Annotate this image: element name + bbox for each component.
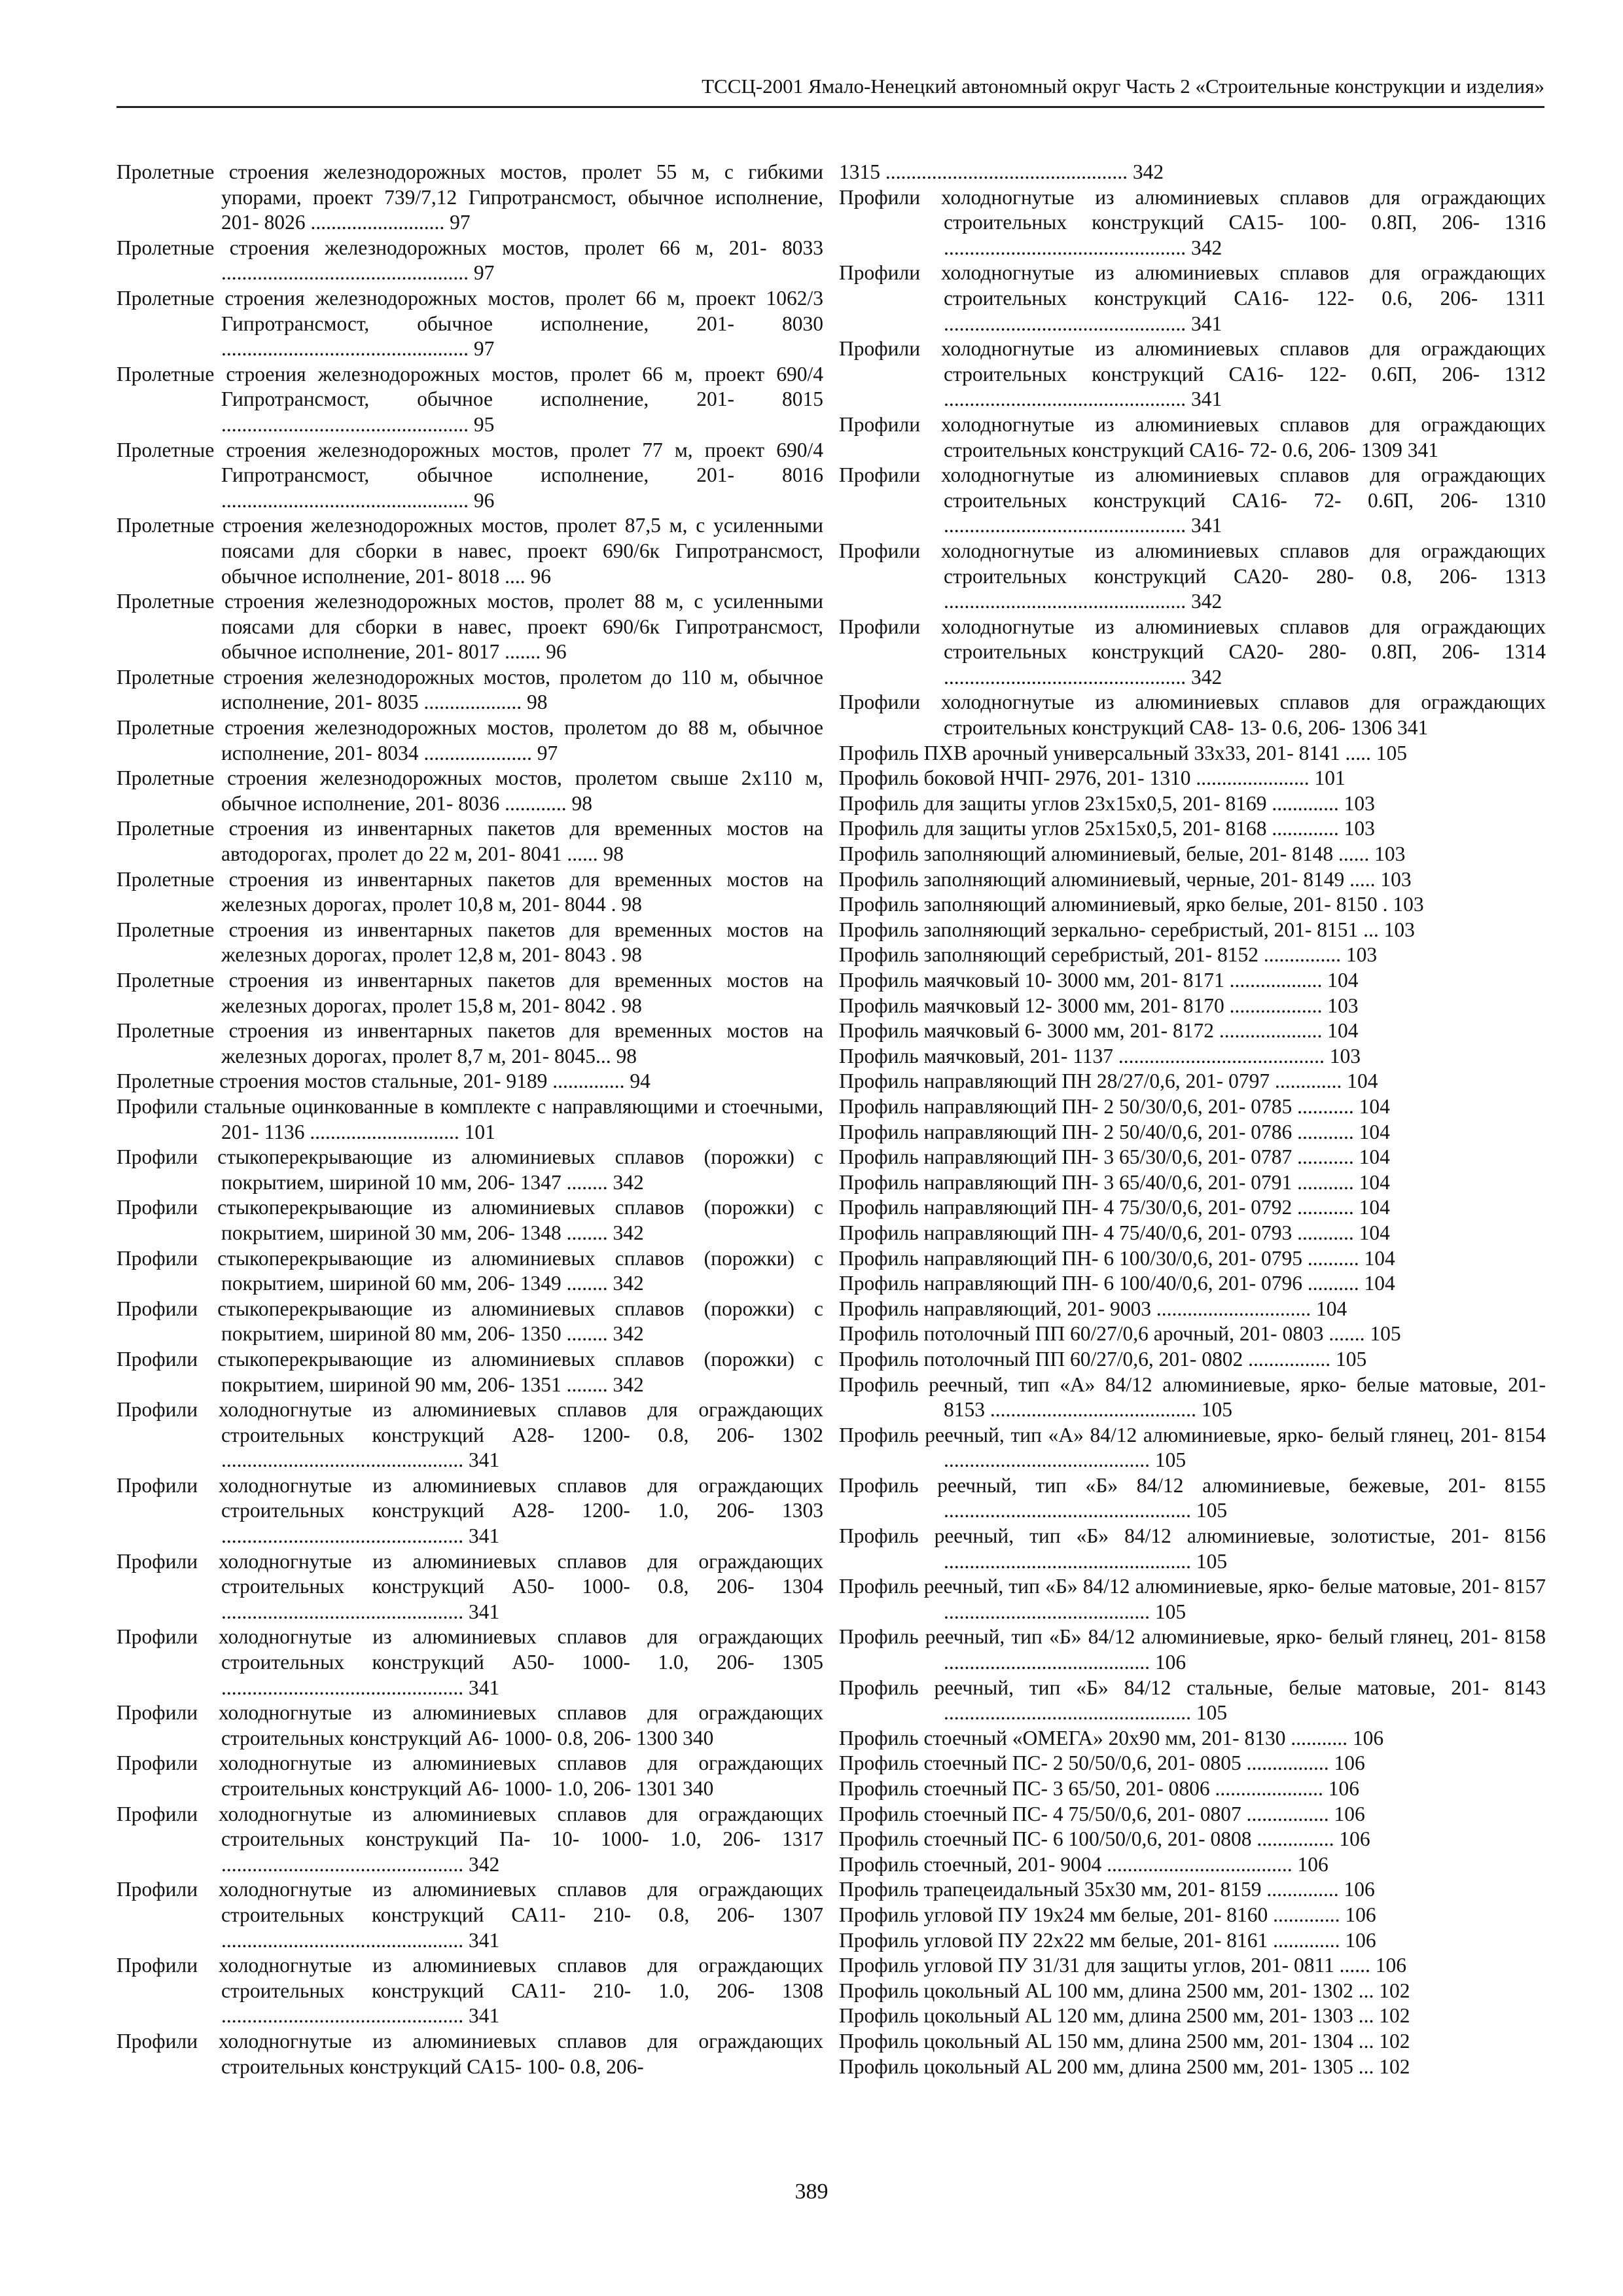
index-entry: Профили холодногнутые из алюминиевых сплавов для ограждающих строительных конструкций А28- 1200- 1.0, 206- 1303 ............................................... 341: [116, 1473, 823, 1548]
index-entry: Профиль боковой НЧП- 2976, 201- 1310 ...................... 101: [839, 766, 1346, 790]
index-entry: Профиль цокольный AL 120 мм, длина 2500 мм, 201- 1303 ... 102: [839, 2004, 1410, 2028]
index-entry: Профили холодногнутые из алюминиевых сплавов для ограждающих строительных конструкций СА15- 100- 0.8, 206-: [116, 2029, 823, 2078]
index-column-left: [116, 160, 823, 2079]
index-entry: Профиль цокольный AL 100 мм, длина 2500 мм, 201- 1302 ... 102: [839, 1979, 1410, 2002]
index-entry: Профиль направляющий, 201- 9003 .............................. 104: [839, 1297, 1347, 1320]
index-entry: Профиль для защиты углов 25х15х0,5, 201- 8168 ............. 103: [839, 817, 1375, 840]
index-entry: Профиль маячковый 12- 3000 мм, 201- 8170 .................. 103: [839, 994, 1359, 1017]
index-entry: Профили холодногнутые из алюминиевых сплавов для ограждающих строительных конструкций А6- 1000- 1.0, 206- 1301 340: [116, 1751, 823, 1800]
index-entry: Профили стыкоперекрывающие из алюминиевых сплавов (порожки) с покрытием, шириной 80 мм, 206- 1350 ........ 342: [116, 1297, 823, 1346]
index-entry: Профили холодногнутые из алюминиевых сплавов для ограждающих строительных конструкций СА16- 122- 0.6П, 206- 1312 ............................................... 341: [839, 337, 1546, 411]
index-entry: Профиль реечный, тип «Б» 84/12 алюминиевые, ярко- белые матовые, 201- 8157 ........................................ 105: [839, 1575, 1546, 1623]
index-entry: Пролетные строения железнодорожных мостов, пролет 66 м, проект 690/4 Гипротрансмост, обычное исполнение, 201- 8015 ................................................ 95: [116, 362, 823, 436]
index-entry: Профили холодногнутые из алюминиевых сплавов для ограждающих строительных конструкций А28- 1200- 0.8, 206- 1302 ............................................... 341: [116, 1398, 823, 1472]
index-entry: Профиль стоечный ПС- 3 65/50, 201- 0806 ..................... 106: [839, 1777, 1359, 1800]
index-entry: Профиль реечный, тип «А» 84/12 алюминиевые, ярко- белые матовые, 201- 8153 ........................................ 105: [839, 1372, 1546, 1422]
index-entry: 1315 ............................................... 342: [839, 160, 1164, 183]
index-entry: Профиль реечный, тип «Б» 84/12 алюминиевые, ярко- белый глянец, 201- 8158 ........................................ 106: [839, 1625, 1546, 1674]
index-entry: Профили холодногнутые из алюминиевых сплавов для ограждающих строительных конструкций СА20- 280- 0.8П, 206- 1314 ............................................... 342: [839, 615, 1546, 689]
index-entry: Профиль угловой ПУ 19х24 мм белые, 201- 8160 ............. 106: [839, 1903, 1376, 1926]
index-entry: Профиль реечный, тип «Б» 84/12 алюминиевые, бежевые, 201- 8155 ................................................ 105: [839, 1473, 1546, 1522]
index-entry: Пролетные строения из инвентарных пакетов для временных мостов на железных дорогах, пролет 15,8 м, 201- 8042 . 98: [116, 969, 823, 1017]
index-entry: Профиль трапецеидальный 35х30 мм, 201- 8159 .............. 106: [839, 1878, 1375, 1901]
index-entry: Пролетные строения железнодорожных мостов, пролетом до 88 м, обычное исполнение, 201- 8034 ..................... 97: [116, 716, 823, 764]
index-entry: Профиль реечный, тип «Б» 84/12 стальные, белые матовые, 201- 8143 ................................................ 105: [839, 1676, 1546, 1725]
index-entry: Профиль угловой ПУ 22х22 мм белые, 201- 8161 ............. 106: [839, 1928, 1376, 1952]
index-entry: Пролетные строения железнодорожных мостов, пролет 77 м, проект 690/4 Гипротрансмост, обычное исполнение, 201- 8016 ................................................ 96: [116, 438, 823, 512]
index-entry: Профили холодногнутые из алюминиевых сплавов для ограждающих строительных конструкций А50- 1000- 1.0, 206- 1305 ............................................... 341: [116, 1625, 823, 1699]
index-entry: Профиль потолочный ПП 60/27/0,6 арочный, 201- 0803 ....... 105: [839, 1322, 1401, 1346]
index-entry: Профиль заполняющий серебристый, 201- 8152 ............... 103: [839, 943, 1378, 967]
index-entry: Профиль направляющий ПН- 2 50/40/0,6, 201- 0786 ........... 104: [839, 1120, 1390, 1143]
index-entry: Профили холодногнутые из алюминиевых сплавов для ограждающих строительных конструкций СА11- 210- 1.0, 206- 1308 ............................................... 341: [116, 1954, 823, 2028]
page-number: 389: [794, 2179, 829, 2204]
index-entry: Пролетные строения железнодорожных мостов, пролет 66 м, проект 1062/3 Гипротрансмост, обычное исполнение, 201- 8030 ................................................ 97: [116, 286, 823, 361]
running-header: [116, 73, 1544, 108]
index-entry: Профиль направляющий ПН- 3 65/40/0,6, 201- 0791 ........... 104: [839, 1170, 1390, 1194]
index-entry: Профили холодногнутые из алюминиевых сплавов для ограждающих строительных конструкций СА16- 122- 0.6, 206- 1311 ............................................... 341: [839, 261, 1546, 335]
index-entry: Пролетные строения железнодорожных мостов, пролет 66 м, 201- 8033 ................................................ 97: [116, 236, 823, 285]
index-entry: Профиль направляющий ПН 28/27/0,6, 201- 0797 ............. 104: [839, 1069, 1378, 1093]
index-entry: Пролетные строения из инвентарных пакетов для временных мостов на железных дорогах, пролет 10,8 м, 201- 8044 . 98: [116, 867, 823, 916]
index-entry: Профиль направляющий ПН- 4 75/30/0,6, 201- 0792 ........... 104: [839, 1196, 1390, 1219]
index-entry: Пролетные строения железнодорожных мостов, пролет 88 м, с усиленными поясами для сборки в навес, проект 690/6к Гипротрансмост, обычное исполнение, 201- 8017 ....... 96: [116, 590, 823, 664]
index-entry: Профиль направляющий ПН- 3 65/30/0,6, 201- 0787 ........... 104: [839, 1145, 1390, 1169]
index-entry: Профиль цокольный AL 150 мм, длина 2500 мм, 201- 1304 ... 102: [839, 2029, 1410, 2053]
index-entry: Профили холодногнутые из алюминиевых сплавов для ограждающих строительных конструкций А50- 1000- 0.8, 206- 1304 ............................................... 341: [116, 1549, 823, 1623]
index-entry: Профиль реечный, тип «А» 84/12 алюминиевые, ярко- белый глянец, 201- 8154 ........................................ 105: [839, 1423, 1546, 1472]
header-title: ТССЦ-2001 Ямало-Ненецкий автономный округ Часть 2 «Строительные конструкции и изделия»: [702, 75, 1544, 98]
index-entry: Профили стыкоперекрывающие из алюминиевых сплавов (порожки) с покрытием, шириной 30 мм, 206- 1348 ........ 342: [116, 1196, 823, 1244]
index-entry: Пролетные строения мостов стальные, 201- 9189 .............. 94: [116, 1069, 651, 1093]
index-entry: Профиль направляющий ПН- 6 100/40/0,6, 201- 0796 .......... 104: [839, 1272, 1395, 1295]
index-entry: Профиль угловой ПУ 31/31 для защиты углов, 201- 0811 ...... 106: [839, 1954, 1407, 1977]
index-entry: Профили холодногнутые из алюминиевых сплавов для ограждающих строительных конструкций Па- 10- 1000- 1.0, 206- 1317 ............................................... 342: [116, 1802, 823, 1876]
index-entry: Профиль стоечный, 201- 9004 .................................... 106: [839, 1852, 1329, 1876]
index-entry: Профили холодногнутые из алюминиевых сплавов для ограждающих строительных конструкций СА20- 280- 0.8, 206- 1313 ............................................... 342: [839, 539, 1546, 613]
index-entry: Профиль цокольный AL 200 мм, длина 2500 мм, 201- 1305 ... 102: [839, 2054, 1410, 2078]
index-entry: Профиль ПХВ арочный универсальный 33х33, 201- 8141 ..... 105: [839, 741, 1407, 764]
index-entry: Профиль направляющий ПН- 6 100/30/0,6, 201- 0795 .......... 104: [839, 1246, 1395, 1270]
index-entry: Профиль маячковый, 201- 1137 ........................................ 103: [839, 1044, 1361, 1067]
index-entry: Профиль реечный, тип «Б» 84/12 алюминиевые, золотистые, 201- 8156 ................................................ 105: [839, 1524, 1546, 1573]
index-entry: Профиль стоечный ПС- 6 100/50/0,6, 201- 0808 ............... 106: [839, 1827, 1370, 1851]
index-entry: Профили холодногнутые из алюминиевых сплавов для ограждающих строительных конструкций СА11- 210- 0.8, 206- 1307 ............................................... 341: [116, 1878, 823, 1952]
index-entry: Профиль потолочный ПП 60/27/0,6, 201- 0802 ................ 105: [839, 1347, 1367, 1371]
index-entry: Профили холодногнутые из алюминиевых сплавов для ограждающих строительных конструкций СА15- 100- 0.8П, 206- 1316 ............................................... 342: [839, 185, 1546, 259]
index-entry: Профили холодногнутые из алюминиевых сплавов для ограждающих строительных конструкций СА16- 72- 0.6П, 206- 1310 ............................................... 341: [839, 463, 1546, 537]
index-entry: Профиль стоечный ПС- 4 75/50/0,6, 201- 0807 ................ 106: [839, 1802, 1365, 1825]
index-entry: Пролетные строения железнодорожных мостов, пролет 55 м, с гибкими упорами, проект 739/7,12 Гипротрансмост, обычное исполнение, 201- 8026 .......................... 97: [116, 160, 823, 234]
index-entry: Профиль стоечный «ОМЕГА» 20х90 мм, 201- 8130 ........... 106: [839, 1726, 1384, 1749]
index-entry: Пролетные строения из инвентарных пакетов для временных мостов на железных дорогах, пролет 12,8 м, 201- 8043 . 98: [116, 918, 823, 967]
index-entry: Пролетные строения железнодорожных мостов, пролетом свыше 2х110 м, обычное исполнение, 201- 8036 ............ 98: [116, 766, 823, 815]
index-entry: Профили стыкоперекрывающие из алюминиевых сплавов (порожки) с покрытием, шириной 60 мм, 206- 1349 ........ 342: [116, 1246, 823, 1295]
index-entry: Профили холодногнутые из алюминиевых сплавов для ограждающих строительных конструкций СА8- 13- 0.6, 206- 1306 341: [839, 691, 1546, 740]
index-entry: Профиль заполняющий зеркально- серебристый, 201- 8151 ... 103: [839, 918, 1415, 941]
index-entry: Профиль направляющий ПН- 4 75/40/0,6, 201- 0793 ........... 104: [839, 1221, 1390, 1244]
index-entry: Профиль заполняющий алюминиевый, черные, 201- 8149 ..... 103: [839, 867, 1412, 891]
index-entry: Пролетные строения железнодорожных мостов, пролет 87,5 м, с усиленными поясами для сборки в навес, проект 690/6к Гипротрансмост, обычное исполнение, 201- 8018 .... 96: [116, 514, 823, 588]
index-entry: Пролетные строения из инвентарных пакетов для временных мостов на автодорогах, пролет до 22 м, 201- 8041 ...... 98: [116, 817, 823, 866]
index-entry: Профиль заполняющий алюминиевый, белые, 201- 8148 ...... 103: [839, 842, 1406, 866]
index-entry: Пролетные строения из инвентарных пакетов для временных мостов на железных дорогах, пролет 8,7 м, 201- 8045... 98: [116, 1019, 823, 1067]
index-entry: Профиль заполняющий алюминиевый, ярко белые, 201- 8150 . 103: [839, 893, 1424, 916]
index-entry: Профиль направляющий ПН- 2 50/30/0,6, 201- 0785 ........... 104: [839, 1094, 1390, 1118]
index-entry: Профили стальные оцинкованные в комплекте с направляющими и стоечными, 201- 1136 ............................. 101: [116, 1094, 823, 1143]
index-entry: Пролетные строения железнодорожных мостов, пролетом до 110 м, обычное исполнение, 201- 8035 ................... 98: [116, 665, 823, 714]
index-entry: Профиль для защиты углов 23х15х0,5, 201- 8169 ............. 103: [839, 791, 1375, 815]
index-entry: Профили холодногнутые из алюминиевых сплавов для ограждающих строительных конструкций А6- 1000- 0.8, 206- 1300 340: [116, 1701, 823, 1749]
index-entry: Профиль маячковый 6- 3000 мм, 201- 8172 .................... 104: [839, 1019, 1359, 1043]
index-entry: Профиль стоечный ПС- 2 50/50/0,6, 201- 0805 ................ 106: [839, 1751, 1365, 1775]
index-entry: Профили холодногнутые из алюминиевых сплавов для ограждающих строительных конструкций СА16- 72- 0.6, 206- 1309 341: [839, 412, 1546, 461]
index-entry: Профили стыкоперекрывающие из алюминиевых сплавов (порожки) с покрытием, шириной 90 мм, 206- 1351 ........ 342: [116, 1347, 823, 1396]
index-entry: Профили стыкоперекрывающие из алюминиевых сплавов (порожки) с покрытием, шириной 10 мм, 206- 1347 ........ 342: [116, 1145, 823, 1194]
index-column-right: [839, 160, 1546, 2079]
index-entry: Профиль маячковый 10- 3000 мм, 201- 8171 .................. 104: [839, 969, 1359, 992]
